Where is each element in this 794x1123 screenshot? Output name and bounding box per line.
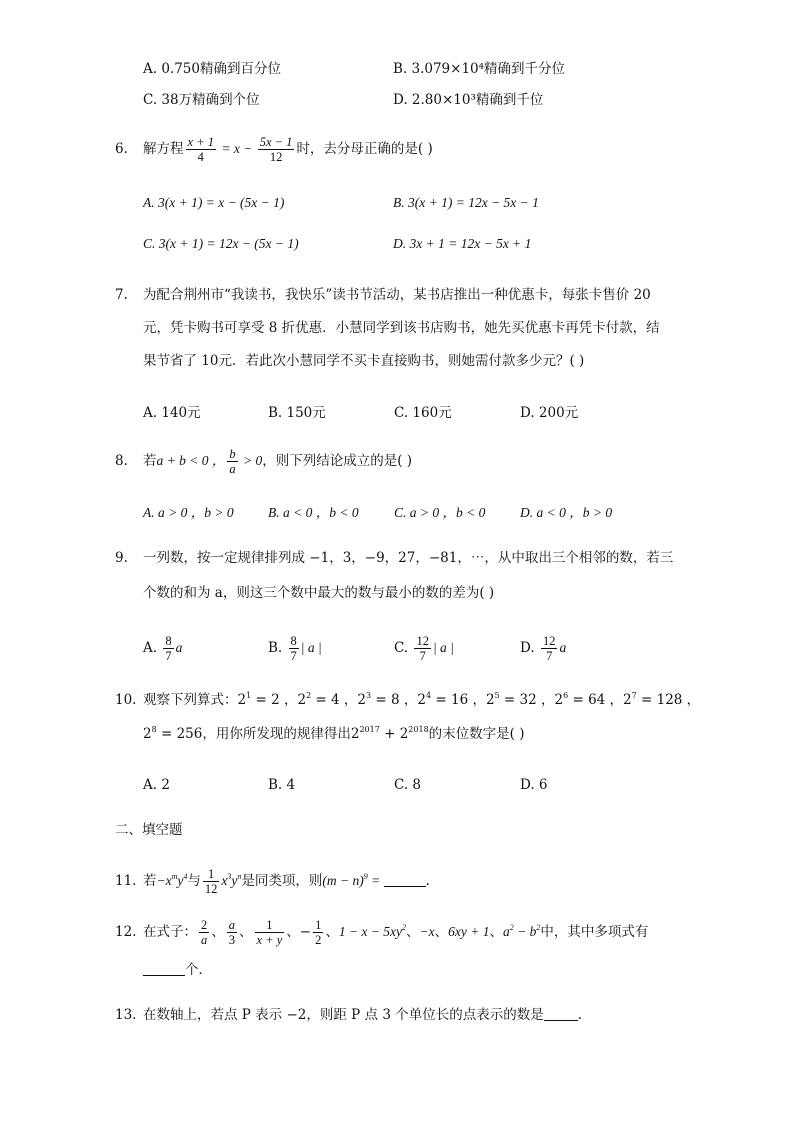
q8-option-a[interactable]: A. a > 0 ，b > 0 [143,505,234,520]
q10-line2-end: 的末位数字是( ) [428,726,525,742]
q12-line2-text: 个． [185,962,212,978]
q12-stem: 在式子： $\frac{2}{a}$ 、 $\frac{a}{3}$ 、 $\frac{1}{x + y}$ 、− $\frac{1}{2}$ 、$1 - x - 5xy^2$、−x、6xy + 1、$a^2 - b^2$中，其中多项式有 [143,918,649,947]
q5-option-a[interactable]: A. 0.750精确到百分位 [143,61,281,77]
q10-option-a[interactable]: A. 2 [143,777,170,793]
q10-prefix: 观察下列算式： [143,692,238,708]
q9-option-a-label: A. [143,640,158,656]
q9-number: 9. [115,550,128,566]
q6-fraction-left: $\frac{x + 1}{4}$ [187,135,214,164]
q7-number: 7. [115,287,128,303]
q8-option-c[interactable]: C. a > 0 ，b < 0 [394,505,486,520]
q6-suffix: 时，去分母正确的是( ) [296,141,433,157]
q7-line1: 为配合荆州市“我读书，我快乐”读书节活动，某书店推出一种优惠卡，每张卡售价 20 [143,287,651,303]
q7-option-a[interactable]: A. 140元 [143,405,201,421]
q11-suffix: 是同类项，则 [241,873,323,889]
q10-option-b[interactable]: B. 4 [268,777,296,793]
q10-line2-suffix: ，用你所发现的规律得出 [202,726,351,742]
q5-option-b[interactable]: B. 3.079×10⁴精确到千分位 [393,61,566,77]
q7-line2: 元，凭卡购书可享受 8 折优惠．小慧同学到该书店购书，她先买优惠卡再凭卡付款，结 [143,320,660,336]
q7-option-b[interactable]: B. 150元 [268,405,326,421]
q6-stem: 解方程 $\frac{x + 1}{4}$ = x − $\frac{5x - 1}{12}$ 时，去分母正确的是( ) [143,135,433,164]
q9-option-a[interactable]: A. $\frac{8}{7}$ a [143,634,183,663]
q10-line2: $2^8 = 256$，用你所发现的规律得出$2^{2017} + 2^{2018}$的末位数字是( ) [143,725,525,742]
q8-option-b[interactable]: B. a < 0 ，b < 0 [268,505,359,520]
q9-option-c-label: C. [394,640,409,656]
q9-line2: 个数的和为 a，则这三个数中最大的数与最小的数的差为( ) [143,585,495,601]
q9-option-d[interactable]: D. $\frac{12}{7}$ a [520,634,567,663]
q5-option-c[interactable]: C. 38万精确到个位 [143,92,260,108]
q8-number: 8. [115,453,128,469]
q10-line1: 观察下列算式：$2^1 = 2$ ，$2^2 = 4$ ，$2^3 = 8$ ，$2^4 = 16$ ，$2^5 = 32$ ，$2^6 = 64$ ，$2^7 = 128$ ， [143,691,701,708]
q9-line1: 一列数，按一定规律排列成 −1，3，−9，27，−81，⋯，从中取出三个相邻的数，若三 [143,550,674,566]
q6-option-b[interactable]: B. 3(x + 1) = 12x − 5x − 1 [393,195,539,210]
q11-stem: 若$-x^my^4$与 $\frac{1}{12}$ $x^3y^n$是同类项，则$(m - n)^9$ = . [143,867,430,896]
q12-prefix: 在式子： [143,924,197,940]
q11-prefix: 若 [143,873,157,889]
q10-option-c[interactable]: C. 8 [394,777,422,793]
q8-prefix: 若 [143,453,157,469]
q13-text: 在数轴上，若点 P 表示 −2，则距 P 点 3 个单位长的点表示的数是 [143,1007,544,1023]
q11-number: 11. [115,873,137,889]
q8-fraction: $\frac{b}{a}$ [229,447,236,476]
q9-option-b-label: B. [268,640,283,656]
q12-suffix: 中，其中多项式有 [540,924,649,940]
q13-end: . [577,1007,582,1023]
q12-number: 12. [115,924,137,940]
q6-option-d[interactable]: D. 3x + 1 = 12x − 5x + 1 [393,236,532,251]
q9-option-b[interactable]: B. $\frac{8}{7}$ | a | [268,634,322,663]
q12-answer-blank[interactable] [143,961,185,976]
q10-option-d[interactable]: D. 6 [520,777,548,793]
section-fill-in-title: 二、填空题 [115,822,183,838]
q7-line3: 果节省了 10元．若此次小慧同学不买卡直接购书，则她需付款多少元？( ) [143,353,585,369]
q11-answer-blank[interactable] [384,872,426,887]
q6-fraction-right: $\frac{5x - 1}{12}$ [259,135,293,164]
q6-option-a[interactable]: A. 3(x + 1) = x − (5x − 1) [143,195,285,210]
q7-option-c[interactable]: C. 160元 [394,405,452,421]
q8-option-d[interactable]: D. a < 0 ，b > 0 [520,505,613,520]
q13-stem [143,1005,582,1025]
q11-middle: 与 [187,873,201,889]
q8-middle: ，则下列结论成立的是( ) [262,453,413,469]
q13-answer-blank[interactable] [544,1006,578,1021]
q9-option-d-label: D. [520,640,535,656]
q8-stem: 若a + b < 0 ， $\frac{b}{a}$ > 0，则下列结论成立的是( ) [143,447,413,476]
q13-number: 13. [115,1007,137,1023]
q6-option-c[interactable]: C. 3(x + 1) = 12x − (5x − 1) [143,236,299,251]
q11-end: . [425,873,430,889]
q5-option-d[interactable]: D. 2.80×10³精确到千位 [393,92,544,108]
q9-option-c[interactable]: C. $\frac{12}{7}$ | a | [394,634,454,663]
q7-option-d[interactable]: D. 200元 [520,405,579,421]
q10-number: 10. [115,692,137,708]
q6-prefix: 解方程 [143,141,184,157]
q12-line2 [143,960,212,980]
q6-number: 6. [115,141,128,157]
